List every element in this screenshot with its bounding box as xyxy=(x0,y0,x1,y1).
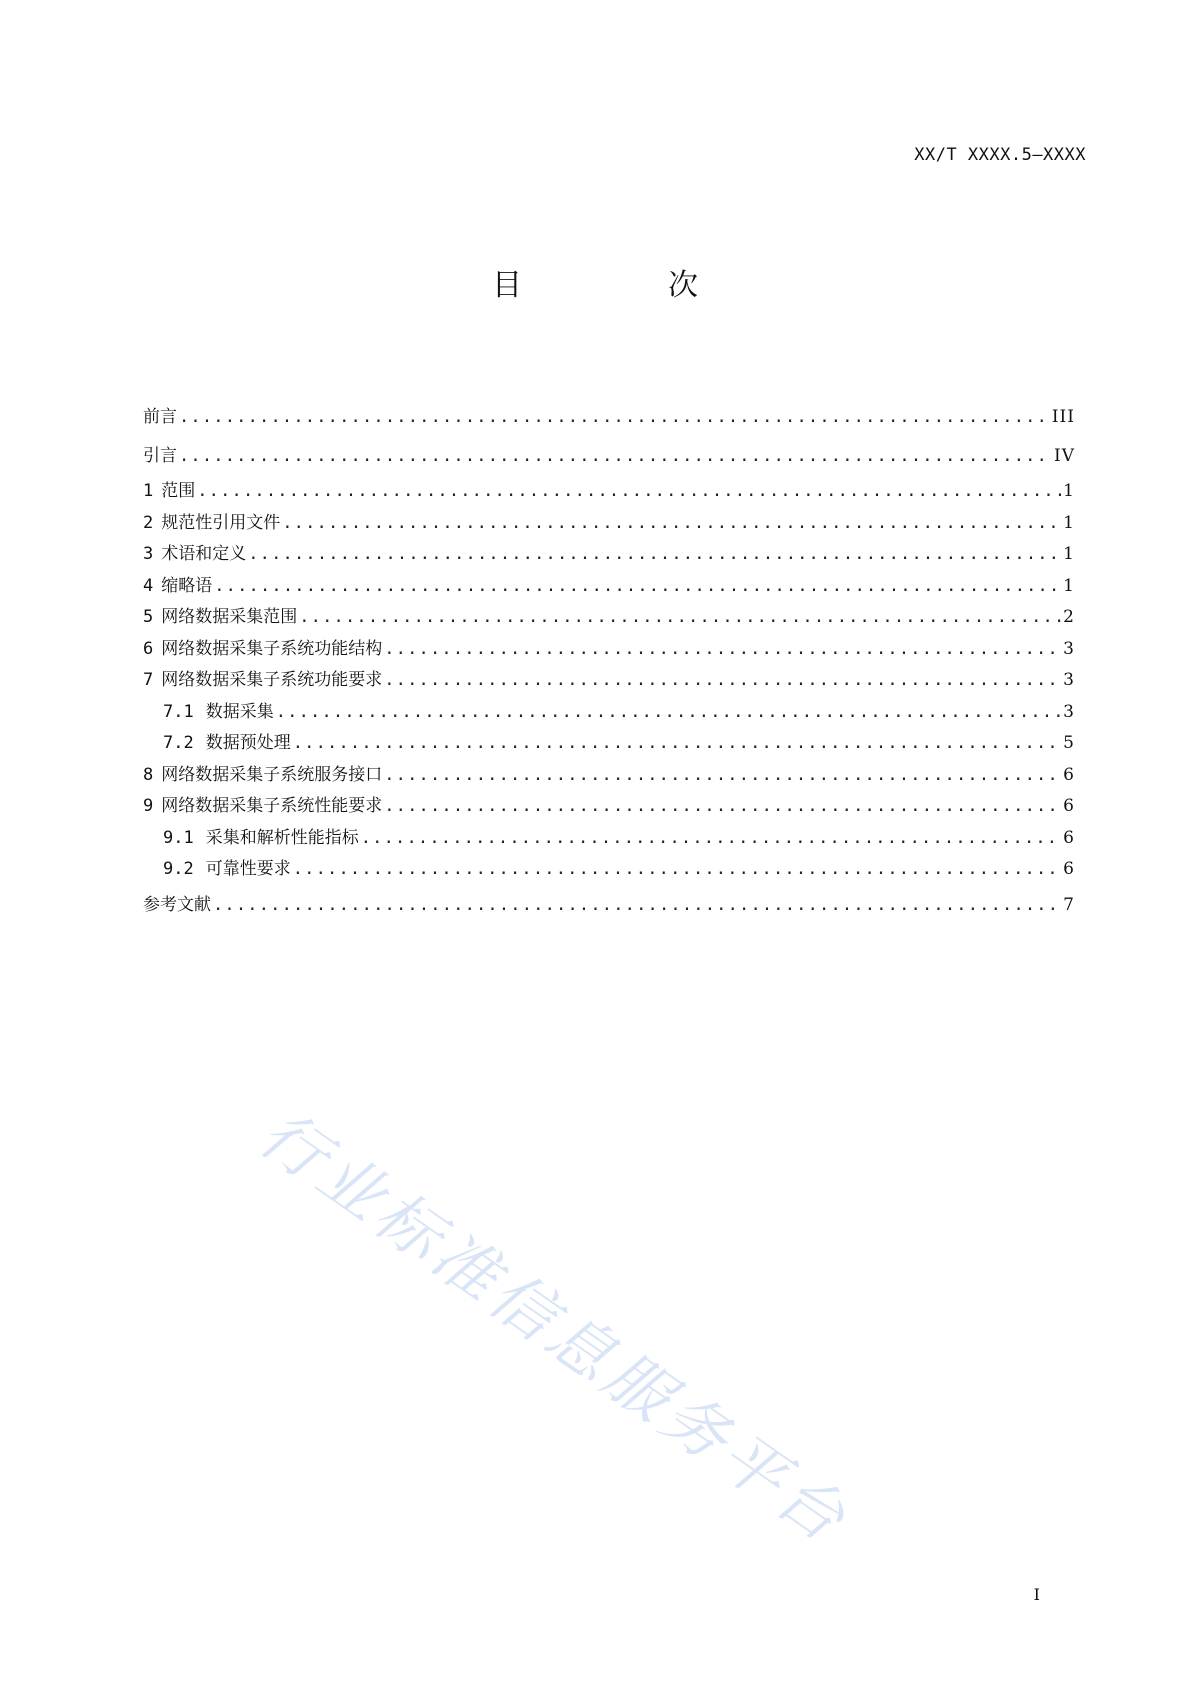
toc-entry-label: 术语和定义 xyxy=(161,544,247,564)
toc-entry[interactable] xyxy=(143,823,1075,855)
toc-entry[interactable] xyxy=(143,398,1075,437)
toc-entry-number: 4 xyxy=(143,575,154,596)
toc-entry-number: 7.1 xyxy=(163,701,194,722)
toc-dot-leader xyxy=(299,602,1061,634)
toc-entry-page: 6 xyxy=(1063,764,1075,785)
toc-entry-page: 6 xyxy=(1063,796,1075,816)
toc-entry-page: 1 xyxy=(1063,512,1075,533)
toc-entry-label: 网络数据采集子系统功能要求 xyxy=(161,670,383,690)
toc-entry-page: IV xyxy=(1054,446,1075,466)
toc-dot-leader xyxy=(282,508,1061,540)
toc-dot-leader xyxy=(384,760,1061,792)
toc-entry[interactable] xyxy=(143,539,1075,571)
toc-entry-number: 8 xyxy=(143,764,154,785)
toc-entry-number: 1 xyxy=(143,481,154,501)
toc-entry-label: 缩略语 xyxy=(161,575,213,596)
toc-entry-number: 7 xyxy=(143,670,154,690)
toc-entry[interactable] xyxy=(143,634,1075,666)
standard-code: XX/T XXXX.5—XXXX xyxy=(914,145,1086,165)
toc-entry-page: 3 xyxy=(1063,638,1075,659)
toc-entry-page: 1 xyxy=(1063,575,1075,596)
toc-entry-page: 2 xyxy=(1063,607,1075,627)
table-of-contents xyxy=(143,398,1075,925)
toc-dot-leader xyxy=(384,665,1061,697)
toc-entry-label: 规范性引用文件 xyxy=(161,512,281,533)
toc-entry[interactable] xyxy=(143,476,1075,508)
toc-entry-page: III xyxy=(1051,407,1075,427)
toc-dot-leader xyxy=(384,791,1061,823)
toc-entry-page: 6 xyxy=(1063,827,1075,848)
toc-dot-leader xyxy=(197,476,1061,508)
toc-dot-leader xyxy=(293,728,1061,760)
toc-dot-leader xyxy=(179,437,1052,476)
toc-entry[interactable] xyxy=(143,508,1075,540)
toc-entry[interactable] xyxy=(143,728,1075,760)
toc-entry-number: 9.2 xyxy=(163,859,194,879)
toc-entry-label: 参考文献 xyxy=(143,894,211,915)
toc-entry[interactable] xyxy=(143,886,1075,925)
toc-dot-leader xyxy=(214,571,1061,603)
toc-entry[interactable] xyxy=(143,437,1075,476)
toc-entry-label: 网络数据采集范围 xyxy=(161,607,298,627)
toc-entry-number: 9 xyxy=(143,796,154,816)
toc-entry[interactable] xyxy=(143,665,1075,697)
page-number: I xyxy=(1033,1585,1040,1604)
toc-entry-number: 2 xyxy=(143,512,154,533)
toc-entry-number: 9.1 xyxy=(163,827,194,848)
toc-entry[interactable] xyxy=(143,760,1075,792)
toc-entry-number: 7.2 xyxy=(163,733,194,753)
toc-entry-label: 引言 xyxy=(143,446,177,466)
toc-entry-page: 5 xyxy=(1063,733,1075,753)
toc-entry[interactable] xyxy=(143,697,1075,729)
toc-entry-label: 范围 xyxy=(161,481,196,501)
toc-entry-label: 前言 xyxy=(143,407,177,427)
toc-entry-page: 6 xyxy=(1063,859,1075,879)
toc-entry[interactable] xyxy=(143,602,1075,634)
toc-entry-number: 3 xyxy=(143,544,154,564)
toc-entry-label: 网络数据采集子系统功能结构 xyxy=(161,638,383,659)
toc-entry[interactable] xyxy=(143,571,1075,603)
toc-entry-number: 5 xyxy=(143,607,154,627)
toc-entry-label: 网络数据采集子系统性能要求 xyxy=(161,796,383,816)
toc-entry-label: 数据预处理 xyxy=(205,733,291,753)
toc-entry-number: 6 xyxy=(143,638,154,659)
toc-entry-label: 可靠性要求 xyxy=(205,859,291,879)
toc-dot-leader xyxy=(361,823,1061,855)
toc-dot-leader xyxy=(248,539,1061,571)
toc-entry-page: 3 xyxy=(1063,701,1075,722)
toc-entry-page: 1 xyxy=(1063,544,1075,564)
toc-dot-leader xyxy=(276,697,1061,729)
toc-dot-leader xyxy=(293,854,1061,886)
toc-entry-page: 1 xyxy=(1063,481,1075,501)
toc-dot-leader xyxy=(384,634,1061,666)
toc-entry-page: 3 xyxy=(1063,670,1075,690)
toc-entry-label: 数据采集 xyxy=(205,701,274,722)
toc-entry[interactable] xyxy=(143,791,1075,823)
toc-entry-page: 7 xyxy=(1063,894,1075,915)
toc-title: 目 次 xyxy=(492,268,756,303)
toc-entry[interactable] xyxy=(143,854,1075,886)
toc-dot-leader xyxy=(179,398,1050,437)
toc-entry-label: 网络数据采集子系统服务接口 xyxy=(161,764,383,785)
watermark: 行业标准信息服务平台 xyxy=(245,1097,862,1560)
toc-entry-label: 采集和解析性能指标 xyxy=(205,827,359,848)
toc-dot-leader xyxy=(213,886,1061,925)
